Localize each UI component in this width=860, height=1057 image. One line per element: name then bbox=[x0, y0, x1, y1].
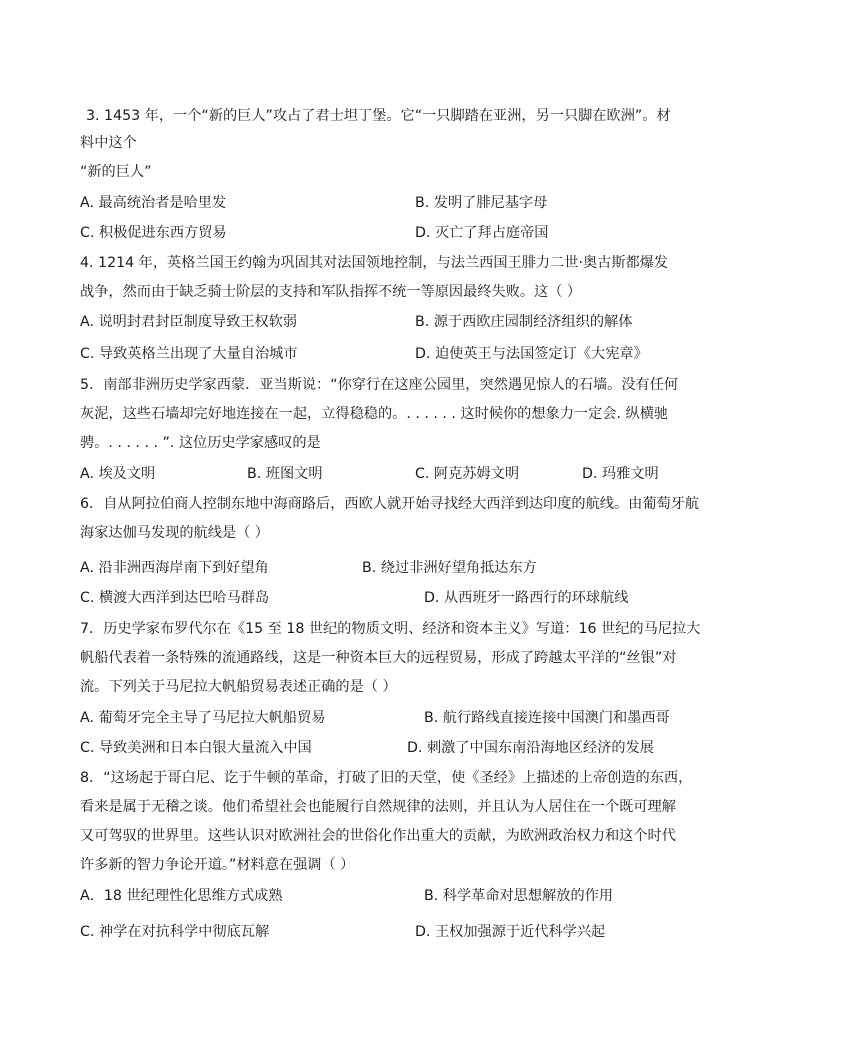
question-4-stem-line-1: 4. 1214 年，英格兰国王约翰为巩固其对法国领地控制，与法兰西国王腓力二世·奥古斯都爆发 bbox=[80, 255, 669, 271]
question-3-option-b: B. 发明了腓尼基字母 bbox=[415, 195, 548, 211]
question-4-option-d: D. 迫使英王与法国签定订《大宪章》 bbox=[415, 346, 648, 362]
question-6-option-b: B. 绕过非洲好望角抵达东方 bbox=[362, 560, 537, 576]
question-7-stem-line-3: 流。下列关于马尼拉大帆船贸易表述正确的是（ ） bbox=[80, 679, 397, 695]
question-3-stem-line-2: 料中这个 bbox=[80, 135, 137, 151]
question-8-stem-line-2: 看来是属于无稽之谈。他们希望社会也能履行自然规律的法则，并且认为人居住在一个既可理解 bbox=[80, 799, 676, 815]
question-8-option-c: C. 神学在对抗科学中彻底瓦解 bbox=[80, 924, 270, 940]
question-8-option-d: D. 王权加强源于近代科学兴起 bbox=[415, 924, 606, 940]
question-5-option-c: C. 阿克苏姆文明 bbox=[415, 466, 520, 482]
question-3-option-d: D. 灭亡了拜占庭帝国 bbox=[415, 225, 549, 241]
question-4-option-a: A. 说明封君封臣制度导致王权软弱 bbox=[80, 314, 298, 330]
question-5-option-a: A. 埃及文明 bbox=[80, 466, 156, 482]
question-7-option-a: A. 葡萄牙完全主导了马尼拉大帆船贸易 bbox=[80, 710, 326, 726]
question-6-stem-line-1: 6．自从阿拉伯商人控制东地中海商路后，西欧人就开始寻找经大西洋到达印度的航线。由葡萄牙航 bbox=[80, 496, 700, 512]
question-5-stem-line-3: 骋。. . . . . . ”. 这位历史学家感叹的是 bbox=[80, 435, 321, 451]
question-8-stem-line-3: 又可驾驭的世界里。这些认识对欧洲社会的世俗化作出重大的贡献，为欧洲政治权力和这个时代 bbox=[80, 828, 676, 844]
question-5-option-d: D. 玛雅文明 bbox=[582, 466, 659, 482]
question-5-stem-line-1: 5．南部非洲历史学家西蒙．亚当斯说：“你穿行在这座公园里，突然遇见惊人的石墙。没有任何 bbox=[80, 377, 679, 393]
question-8-option-b: B. 科学革命对思想解放的作用 bbox=[424, 888, 614, 904]
question-8-stem-line-1: 8．“这场起于哥白尼、讫于牛顿的革命，打破了旧的天堂，使《圣经》上描述的上帝创造的东西， bbox=[80, 770, 693, 786]
question-7-option-c: C. 导致美洲和日本白银大量流入中国 bbox=[80, 740, 312, 756]
question-5-option-b: B. 班图文明 bbox=[247, 466, 323, 482]
question-5-stem-line-2: 灰泥，这些石墙却完好地连接在一起，立得稳稳的。. . . . . . 这时候你的想象力一定会. 纵横驰 bbox=[80, 406, 669, 422]
question-3-stem-line-1: 3. 1453 年，一个“新的巨人”攻占了君士坦丁堡。它“一只脚踏在亚洲，另一只脚在欧洲”。材 bbox=[86, 108, 671, 124]
question-3-option-c: C. 积极促进东西方贸易 bbox=[80, 225, 227, 241]
question-8-option-a: A．18 世纪理性化思维方式成熟 bbox=[80, 888, 283, 904]
question-7-stem-line-2: 帆船代表着一条特殊的流通路线，这是一种资本巨大的远程贸易，形成了跨越太平洋的“丝银”对 bbox=[80, 650, 677, 666]
question-3-stem-line-3: “新的巨人” bbox=[80, 164, 152, 180]
question-4-stem-line-2: 战争，然而由于缺乏骑士阶层的支持和军队指挥不统一等原因最终失败。这（ ） bbox=[80, 284, 582, 300]
question-4-option-c: C. 导致英格兰出现了大量自治城市 bbox=[80, 346, 298, 362]
question-8-stem-line-4: 许多新的智力争论开道。”材料意在强调（ ） bbox=[80, 857, 355, 873]
question-4-option-b: B. 源于西欧庄园制经济组织的解体 bbox=[415, 314, 633, 330]
question-6-stem-line-2: 海家达伽马发现的航线是（ ） bbox=[80, 525, 269, 541]
question-7-stem-line-1: 7．历史学家布罗代尔在《15 至 18 世纪的物质文明、经济和资本主义》写道：16 世纪的马尼拉大 bbox=[80, 621, 701, 637]
question-6-option-d: D. 从西班牙一路西行的环球航线 bbox=[424, 590, 629, 606]
question-7-option-d: D. 刺激了中国东南沿海地区经济的发展 bbox=[407, 740, 654, 756]
question-6-option-c: C. 横渡大西洋到达巴哈马群岛 bbox=[80, 590, 270, 606]
question-7-option-b: B. 航行路线直接连接中国澳门和墨西哥 bbox=[424, 710, 670, 726]
question-6-option-a: A. 沿非洲西海岸南下到好望角 bbox=[80, 560, 269, 576]
question-3-option-a: A. 最高统治者是哈里发 bbox=[80, 195, 227, 211]
